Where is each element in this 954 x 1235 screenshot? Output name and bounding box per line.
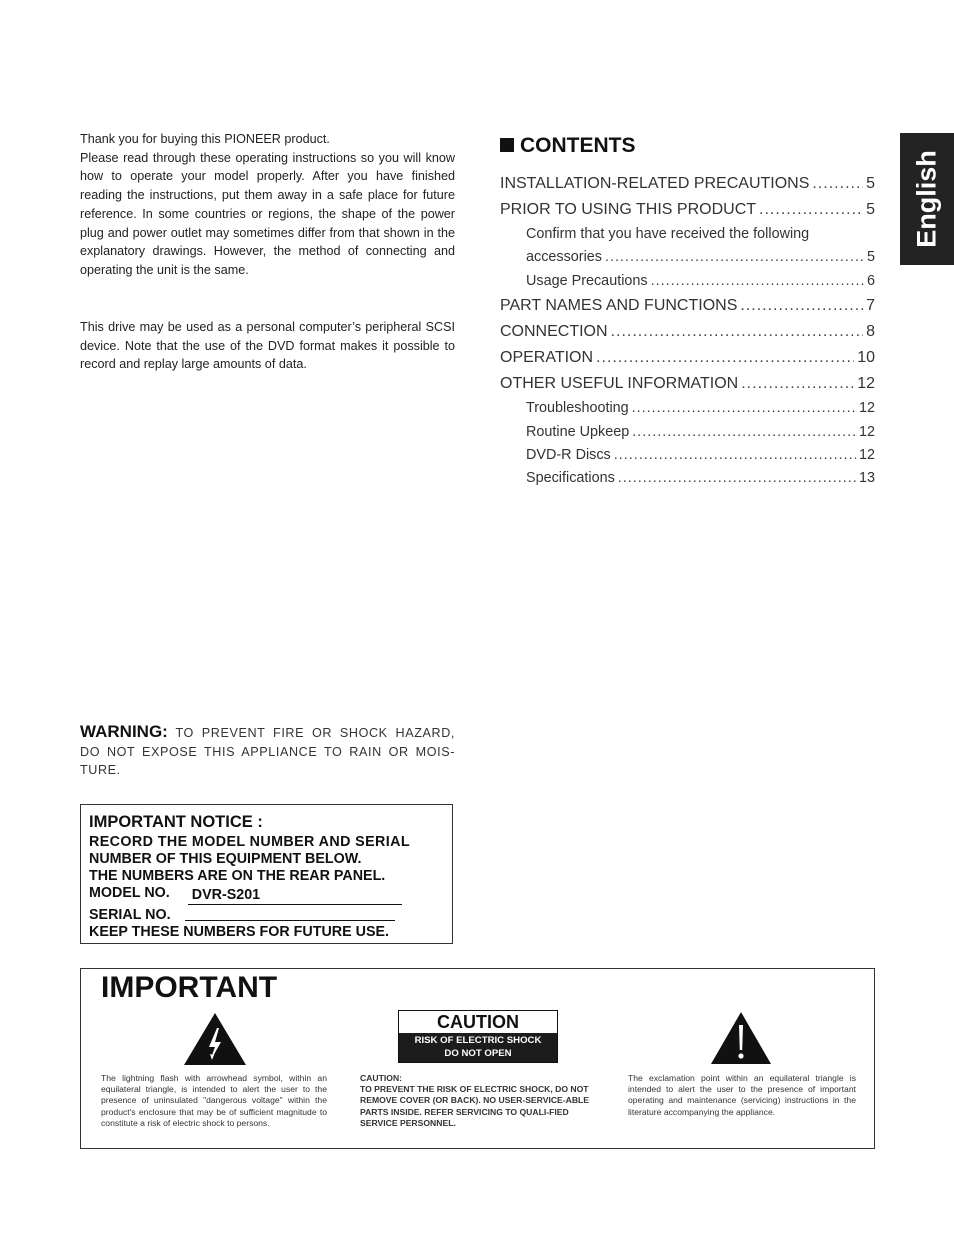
toc-page: 5 bbox=[866, 175, 875, 192]
contents-heading bbox=[500, 133, 875, 159]
toc-item-other-info[interactable] bbox=[500, 371, 875, 397]
toc-item-prior-to-using[interactable] bbox=[500, 197, 875, 223]
toc-item-accessories[interactable] bbox=[500, 246, 875, 269]
intro-paragraph-2 bbox=[80, 318, 455, 374]
serial-number-row bbox=[89, 905, 444, 924]
warning-text: TO PREVENT FIRE OR SHOCK HAZARD, DO NOT EXPOSE THIS APPLIANCE TO RAIN OR MOIS-TURE. bbox=[80, 726, 455, 777]
toc-page: 10 bbox=[857, 349, 875, 367]
warning-block bbox=[80, 723, 455, 780]
caution-label-box bbox=[398, 1010, 558, 1063]
toc-page: 6 bbox=[866, 272, 875, 289]
caution-sublabel bbox=[399, 1033, 557, 1062]
toc-page: 12 bbox=[857, 375, 875, 393]
toc-item-installation[interactable] bbox=[500, 171, 875, 197]
model-value: DVR-S201 bbox=[188, 887, 402, 905]
toc-page: 13 bbox=[858, 470, 875, 487]
contents-title: CONTENTS bbox=[520, 134, 636, 157]
toc-label: INSTALLATION-RELATED PRECAUTIONS bbox=[500, 175, 810, 192]
toc-page: 12 bbox=[858, 400, 875, 417]
lightning-description: The lightning flash with arrowhead symbol, within an equilateral triangle, is intended to alert the user to the presence of uninsulated "dangerous voltage" within the product's enclosure that may be of sufficient magnitude to constitute a risk of electric shock to persons. bbox=[101, 1073, 327, 1128]
toc-label: PART NAMES AND FUNCTIONS bbox=[500, 297, 738, 315]
notice-line-3: THE NUMBERS ARE ON THE REAR PANEL. bbox=[89, 868, 386, 884]
lightning-triangle-icon bbox=[183, 1012, 247, 1066]
notice-title: IMPORTANT NOTICE : bbox=[89, 813, 263, 831]
caution-label: CAUTION bbox=[437, 1012, 519, 1032]
caution-sub-line-1: RISK OF ELECTRIC SHOCK bbox=[414, 1035, 542, 1046]
important-title: IMPORTANT bbox=[101, 971, 278, 1004]
caution-sub-line-2: DO NOT OPEN bbox=[444, 1047, 512, 1059]
notice-line-1: RECORD THE MODEL NUMBER AND SERIAL bbox=[89, 834, 410, 850]
important-box bbox=[80, 968, 875, 1149]
toc-page: 12 bbox=[858, 446, 875, 463]
notice-line-2: NUMBER OF THIS EQUIPMENT BELOW. bbox=[89, 851, 362, 867]
toc-item-usage-precautions[interactable] bbox=[500, 270, 875, 293]
toc-label: accessories bbox=[526, 249, 602, 266]
language-tab bbox=[900, 133, 954, 265]
warning-label: WARNING: bbox=[80, 722, 168, 741]
caution-description-title: CAUTION: bbox=[360, 1073, 403, 1083]
toc-item-routine-upkeep[interactable] bbox=[500, 421, 875, 444]
toc-label: Usage Precautions bbox=[526, 272, 648, 289]
serial-label: SERIAL NO. bbox=[89, 907, 171, 923]
intro-line-1: Thank you for buying this PIONEER product. bbox=[80, 132, 330, 146]
caution-description bbox=[360, 1073, 596, 1129]
toc-page: 8 bbox=[866, 323, 875, 341]
model-number-row bbox=[89, 885, 444, 905]
toc-page: 12 bbox=[858, 423, 875, 440]
toc-label: DVD-R Discs bbox=[526, 446, 611, 463]
toc-item-part-names[interactable] bbox=[500, 293, 875, 319]
toc-label: PRIOR TO USING THIS PRODUCT bbox=[500, 201, 757, 218]
toc-label: Troubleshooting bbox=[526, 400, 629, 417]
square-bullet-icon bbox=[500, 138, 514, 152]
toc-item-dvd-r-discs[interactable] bbox=[500, 444, 875, 467]
intro-drive-text: This drive may be used as a personal computer’s peripheral SCSI device. Note that the use of the DVD format makes it possible to record and replay large amounts of data. bbox=[80, 320, 455, 372]
toc-item-troubleshooting[interactable] bbox=[500, 397, 875, 420]
exclamation-description: The exclamation point within an equilateral triangle is intended to alert the user to the presence of important operating and maintenance (servicing) instructions in the literature accompanying the appliance. bbox=[628, 1073, 856, 1117]
notice-line-last: KEEP THESE NUMBERS FOR FUTURE USE. bbox=[89, 924, 390, 940]
toc-item-connection[interactable] bbox=[500, 319, 875, 345]
serial-underline bbox=[185, 905, 395, 921]
toc-label: CONNECTION bbox=[500, 323, 608, 341]
intro-body: Please read through these operating instructions so you will know how to operate your model properly. After you have finished reading the instructions, put them away in a safe place for future reference. In some countries or regions, the shape of the power plug and power outlet may sometimes differ from that shown in the explanatory drawings. However, the method of connecting and operating the unit is the same. bbox=[80, 150, 455, 277]
exclamation-triangle-icon bbox=[710, 1011, 772, 1065]
toc-page: 7 bbox=[866, 297, 875, 315]
language-tab-label: English bbox=[911, 150, 942, 248]
toc-item-specifications[interactable] bbox=[500, 467, 875, 490]
toc-label: Routine Upkeep bbox=[526, 423, 630, 440]
toc-label: OPERATION bbox=[500, 349, 594, 367]
toc-label: Confirm that you have received the following bbox=[526, 226, 810, 242]
toc-item-operation[interactable] bbox=[500, 345, 875, 371]
toc-page: 5 bbox=[866, 249, 875, 266]
important-notice-box bbox=[80, 804, 453, 944]
caution-description-body: TO PREVENT THE RISK OF ELECTRIC SHOCK, DO NOT REMOVE COVER (OR BACK). NO USER-SERVICE-ABLE PARTS INSIDE. REFER SERVICING TO QUALI-FIED SERVICE PERSONNEL. bbox=[360, 1084, 590, 1128]
toc-label: Specifications bbox=[526, 470, 615, 487]
toc-item-confirm[interactable] bbox=[500, 223, 875, 246]
toc-label: OTHER USEFUL INFORMATION bbox=[500, 375, 739, 393]
toc-page: 5 bbox=[866, 201, 875, 218]
model-label: MODEL NO. bbox=[89, 885, 170, 901]
table-of-contents bbox=[500, 133, 875, 491]
intro-paragraph-1 bbox=[80, 130, 455, 280]
